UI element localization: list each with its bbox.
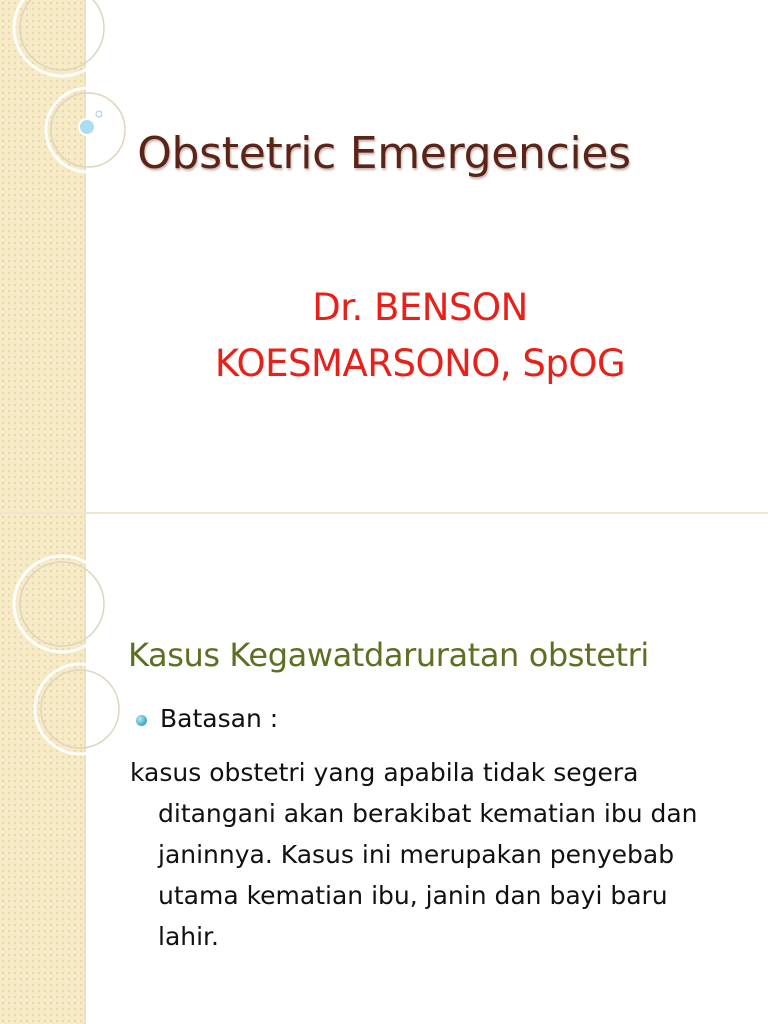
- slide-title-text: Obstetric Emergencies: [137, 128, 631, 179]
- paragraph-line: ditangani akan berakibat kematian ibu dan: [158, 799, 698, 828]
- definition-paragraph: [120, 752, 750, 957]
- slide-content: [0, 512, 768, 1024]
- bullet-text: Batasan :: [160, 704, 279, 733]
- paragraph-line: utama kematian ibu, janin dan bayi baru: [158, 881, 668, 910]
- author-name: [90, 280, 750, 392]
- slide-heading: Kasus Kegawatdaruratan obstetri: [128, 636, 649, 674]
- decorative-side-band: [0, 0, 86, 512]
- paragraph-line: kasus obstetri yang apabila tidak segera: [130, 758, 639, 787]
- slide-body: [120, 704, 750, 957]
- author-line: KOESMARSONO, SpOG: [214, 342, 626, 385]
- author-line: Dr. BENSON: [312, 286, 528, 329]
- bullet-dot-icon: [136, 715, 147, 726]
- small-bubble-icon: [96, 111, 102, 117]
- paragraph-line: lahir.: [158, 922, 219, 951]
- bullet-item: [120, 704, 750, 742]
- decorative-side-band: [0, 514, 86, 1024]
- paragraph-line: janinnya. Kasus ini merupakan penyebab: [158, 840, 675, 869]
